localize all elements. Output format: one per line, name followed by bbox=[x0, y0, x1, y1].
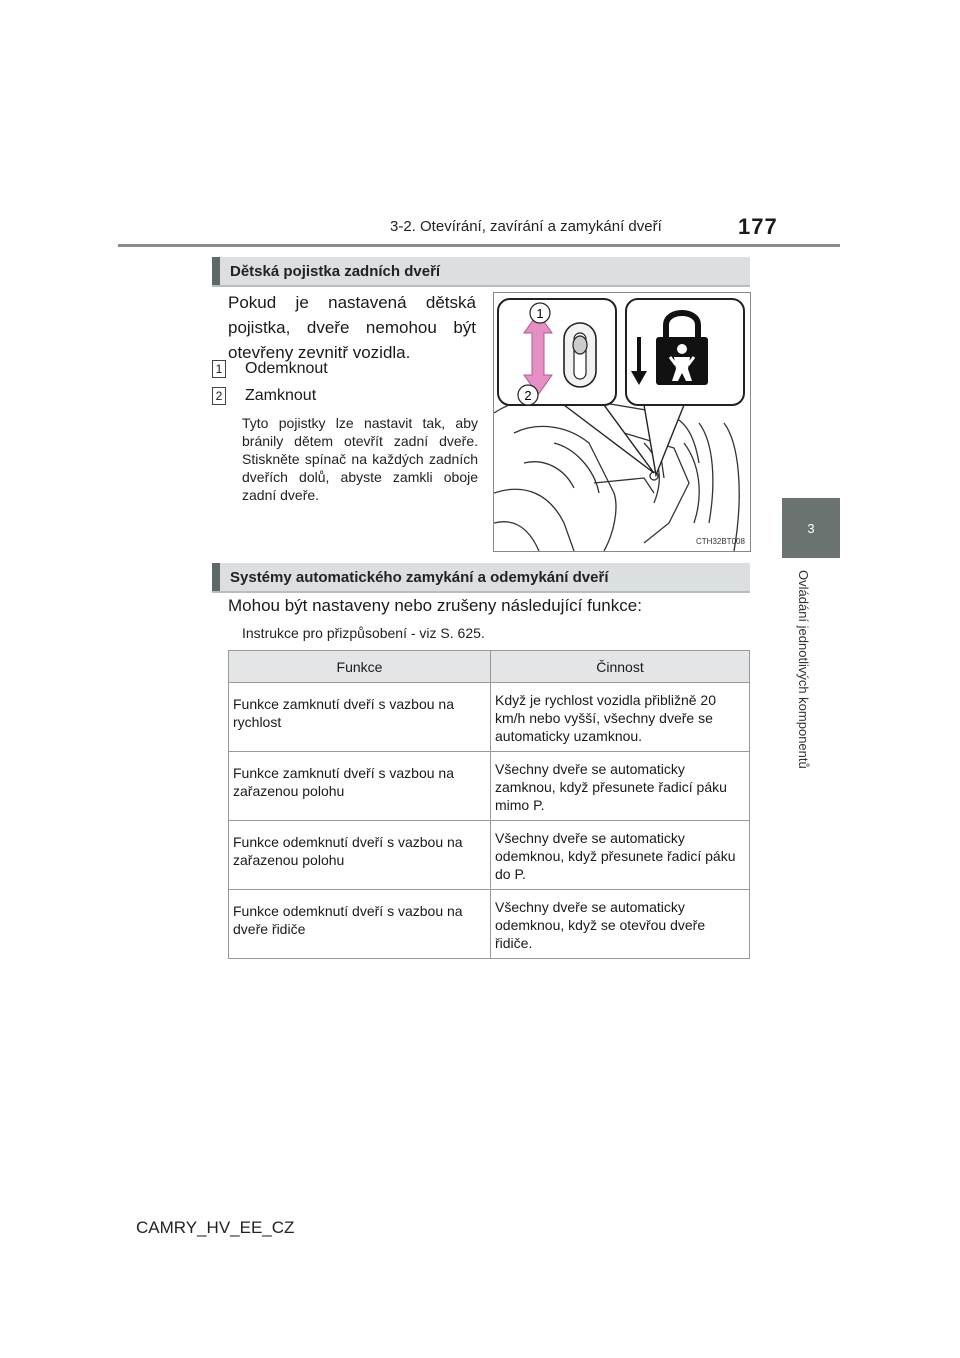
callout-number-2: 2 bbox=[524, 388, 532, 403]
section-heading-text: Dětská pojistka zadních dveří bbox=[230, 262, 441, 280]
car-door-sketch bbox=[494, 396, 739, 551]
list-item-label: Odemknout bbox=[245, 360, 328, 377]
table-row bbox=[229, 752, 750, 821]
table-header-cell: Funkce bbox=[229, 651, 491, 683]
list-item-unlock bbox=[212, 360, 328, 378]
auto-lock-intro: Mohou být nastaveny nebo zrušeny následující funkce: bbox=[228, 596, 642, 615]
page-number: 177 bbox=[738, 214, 778, 239]
callout-number-1: 1 bbox=[536, 306, 544, 321]
chapter-side-label: Ovládání jednotlivých komponentů bbox=[796, 570, 811, 769]
section-heading-auto-lock bbox=[212, 563, 750, 593]
table-row bbox=[229, 890, 750, 959]
child-lock-figure bbox=[493, 292, 751, 552]
table-row bbox=[229, 821, 750, 890]
table-cell-function: Funkce zamknutí dveří s vazbou na zařazenou polohu bbox=[229, 752, 491, 821]
table-header-cell: Činnost bbox=[491, 651, 750, 683]
lock-lever-knob bbox=[573, 336, 587, 354]
customization-note: Instrukce pro přizpůsobení - viz S. 625. bbox=[242, 625, 485, 641]
list-item-lock bbox=[212, 387, 316, 405]
table-row bbox=[229, 683, 750, 752]
table-cell-action: Všechny dveře se automaticky zamknou, když přesunete řadicí páku mimo P. bbox=[491, 752, 750, 821]
table-cell-function: Funkce odemknutí dveří s vazbou na dveře řidiče bbox=[229, 890, 491, 959]
chapter-number: 3 bbox=[807, 520, 815, 536]
section-heading-bar bbox=[212, 563, 220, 591]
header-rule bbox=[118, 244, 840, 247]
child-lock-note: Tyto pojistky lze nastavit tak, aby bránily dětem otevřít zadní dveře. Stiskněte spínač na každých zadních dveřích dolů, abyste zamkli oboje zadní dveře. bbox=[242, 415, 478, 503]
table-cell-function: Funkce odemknutí dveří s vazbou na zařazenou polohu bbox=[229, 821, 491, 890]
figure-code: CTH32BT008 bbox=[696, 537, 745, 546]
number-badge: 1 bbox=[212, 360, 226, 378]
number-badge: 2 bbox=[212, 387, 226, 405]
table-header-row bbox=[229, 651, 750, 683]
table-cell-function: Funkce zamknutí dveří s vazbou na rychlost bbox=[229, 683, 491, 752]
lever-callout-box bbox=[498, 299, 616, 405]
running-header-title: 3-2. Otevírání, zavírání a zamykání dveří bbox=[390, 218, 662, 235]
callout-pointers bbox=[564, 405, 684, 475]
chapter-tab bbox=[782, 498, 840, 558]
table-cell-action: Když je rychlost vozidla přibližně 20 km/h nebo vyšší, všechny dveře se automaticky uzamknou. bbox=[491, 683, 750, 752]
document-code: CAMRY_HV_EE_CZ bbox=[136, 1218, 295, 1237]
chapter-side-label-box bbox=[796, 570, 820, 820]
section-heading-child-lock bbox=[212, 257, 750, 287]
child-lock-intro: Pokud je nastavená dětská pojistka, dveře nemohou být otevřeny zevnitř vozidla. bbox=[228, 293, 476, 362]
section-heading-bar bbox=[212, 257, 220, 285]
table-cell-action: Všechny dveře se automaticky odemknou, když přesunete řadicí páku do P. bbox=[491, 821, 750, 890]
list-item-label: Zamknout bbox=[245, 387, 317, 404]
section-heading-text: Systémy automatického zamykání a odemykání dveří bbox=[230, 568, 609, 586]
table-cell-action: Všechny dveře se automaticky odemknou, když se otevřou dveře řidiče. bbox=[491, 890, 750, 959]
child-lock-illustration bbox=[494, 293, 751, 552]
auto-lock-function-table bbox=[228, 650, 750, 959]
